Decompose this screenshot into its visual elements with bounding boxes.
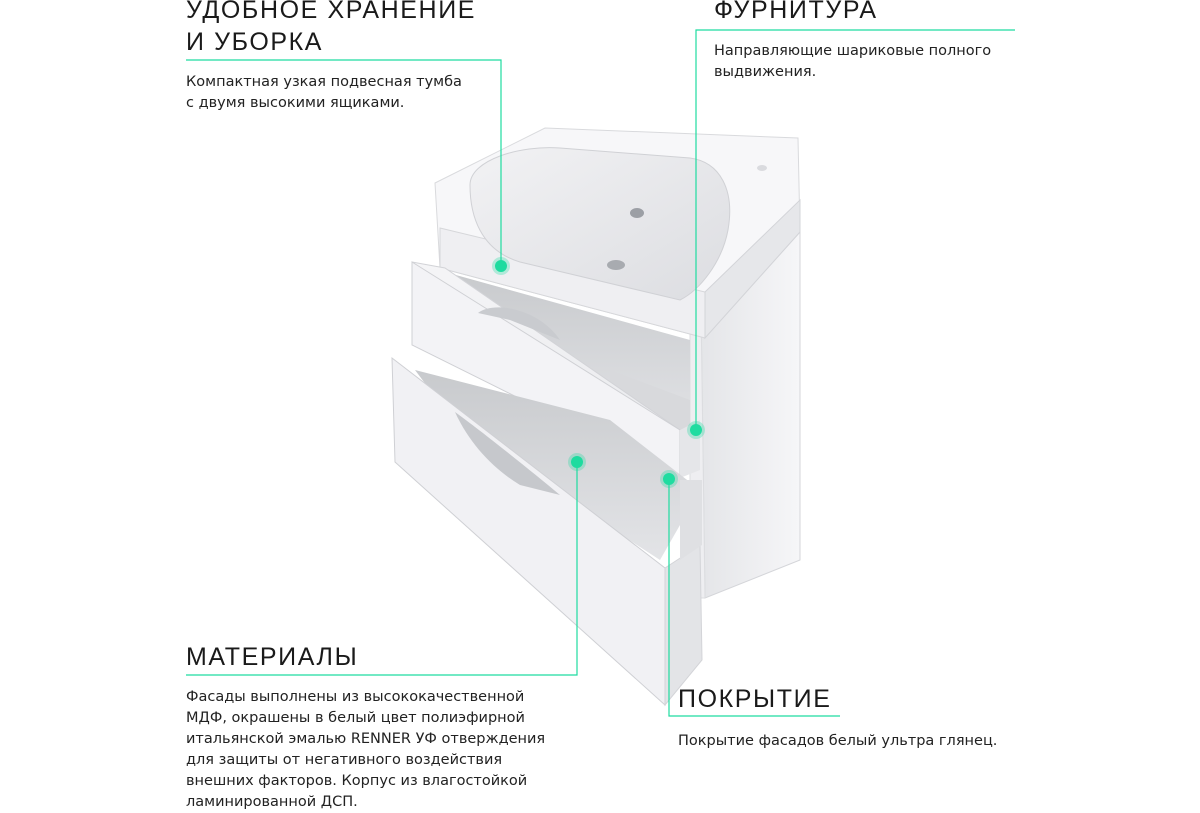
storage-title-line-1: УДОБНОЕ ХРАНЕНИЕ — [186, 0, 477, 24]
hardware-description — [714, 41, 991, 83]
coating-title-line-1: ПОКРЫТИЕ — [678, 685, 832, 713]
hardware-desc-line-1: Направляющие шариковые полного — [714, 43, 992, 59]
materials-desc-line-5: внешних факторов. Корпус из влагостойкой — [186, 773, 528, 789]
coating-title — [678, 683, 832, 715]
coating-description — [678, 731, 997, 752]
materials-desc-line-2: МДФ, окрашены в белый цвет полиэфирной — [186, 710, 525, 726]
storage-description — [186, 72, 462, 114]
storage-title — [186, 0, 476, 58]
materials-desc-line-4: для защиты от негативного воздействия — [186, 752, 503, 768]
hardware-title-line-1: ФУРНИТУРА — [714, 0, 878, 24]
materials-description — [186, 687, 545, 813]
hardware-callout — [714, 0, 878, 26]
hardware-desc-line-2: выдвижения. — [714, 64, 817, 80]
storage-desc-line-2: с двумя высокими ящиками. — [186, 95, 405, 111]
storage-desc-line-1: Компактная узкая подвесная тумба — [186, 74, 462, 90]
materials-desc-line-1: Фасады выполнены из высококачественной — [186, 689, 525, 705]
materials-title-line-1: МАТЕРИАЛЫ — [186, 643, 359, 671]
materials-desc-line-3: итальянской эмалью RENNER УФ отверждения — [186, 731, 546, 747]
storage-title-line-2: И УБОРКА — [186, 28, 324, 56]
materials-callout — [186, 641, 358, 673]
hardware-title — [714, 0, 878, 26]
coating-callout — [678, 683, 832, 715]
materials-desc-line-6: ламинированной ДСП. — [186, 794, 358, 810]
coating-desc-line-1: Покрытие фасадов белый ультра глянец. — [678, 733, 998, 749]
hardware-callout-line — [696, 30, 1015, 430]
materials-title — [186, 641, 358, 673]
storage-callout — [186, 0, 476, 58]
coating-callout-line — [669, 479, 840, 716]
